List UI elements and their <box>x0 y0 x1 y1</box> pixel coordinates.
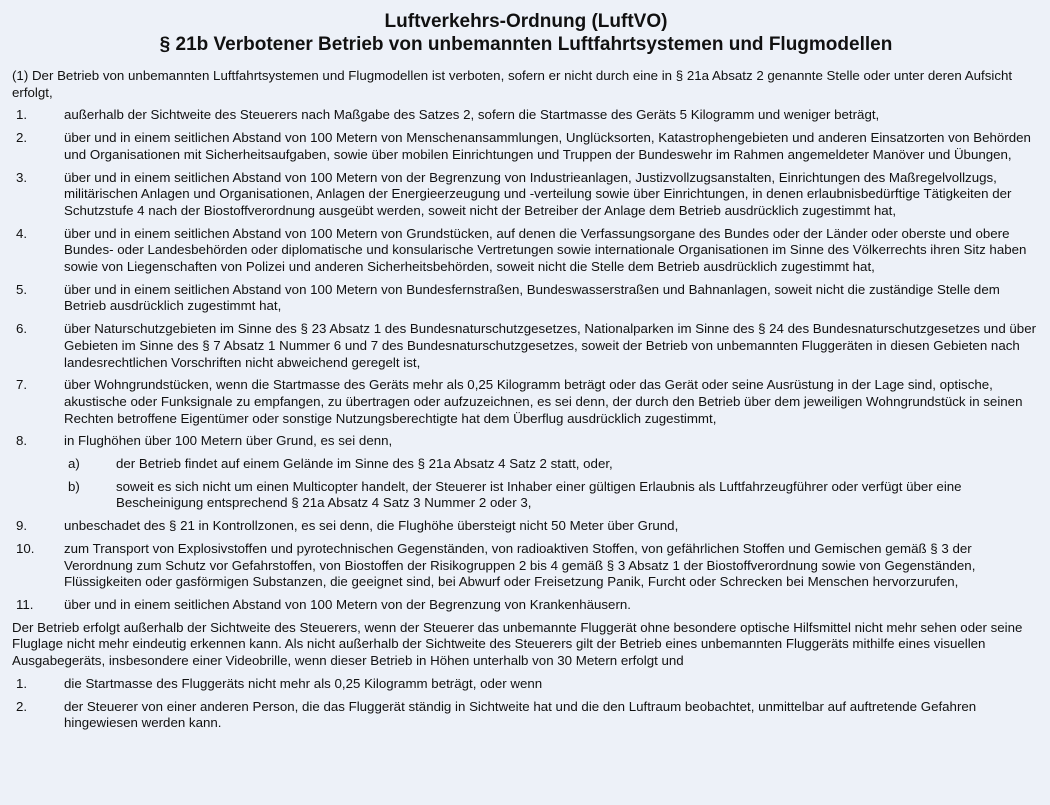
section-title: § 21b Verbotener Betrieb von unbemannten Luftfahrtsystemen und Flugmodellen <box>159 34 893 55</box>
list-item-number: 6. <box>16 321 28 337</box>
list-item-text: über und in einem seitlichen Abstand von 100 Metern von der Begrenzung von Krankenhäusern. <box>64 596 631 612</box>
sub-list-item-letter: a) <box>68 456 80 472</box>
list-item-text: über und in einem seitlichen Abstand von 100 Metern von Menschenansammlungen, Unglücksorten, Katastrophengebieten und anderen Einsatzorten von Behörden und Organisationen mit Sicherheitsaufgaben, sowie über mobilen Einrichtungen und Truppen der Bundeswehr im Rahmen angemeldeter Manöver und Übungen, <box>64 130 1031 162</box>
list-item-number: 9. <box>16 518 28 534</box>
sub-list-item-text: der Betrieb findet auf einem Gelände im Sinne des § 21a Absatz 4 Satz 2 statt, oder, <box>116 456 613 472</box>
list-item-text: der Steuerer von einer anderen Person, die das Fluggerät ständig in Sichtweite hat und die den Luftraum beobachtet, unmittelbar auf auftretende Gefahren hingewiesen werden kann. <box>64 698 977 731</box>
list-item-number: 7. <box>16 377 28 393</box>
list-item-number: 11. <box>16 596 34 612</box>
line-of-sight-paragraph: Der Betrieb erfolgt außerhalb der Sichtweite des Steuerers, wenn der Steuerer das unbemannte Fluggerät ohne besondere optische Hilfsmittel nicht mehr sehen oder seine Fluglage nicht mehr eindeutig erkennen kann. Als nicht außerhalb der Sichtweite des Steuerers gilt der Betrieb eines unbemannten Fluggeräts mithilfe eines visuellen Ausgabegeräts, insbesondere einer Videobrille, wenn dieser Betrieb in Höhen unterhalb von 30 Metern erfolgt und <box>12 619 1023 669</box>
intro-paragraph: (1) Der Betrieb von unbemannten Luftfahrtsystemen und Flugmodellen ist verboten, sofern er nicht durch eine in § 21a Absatz 2 genannte Stelle oder unter deren Aufsicht erfolgt, <box>12 68 1013 100</box>
list-item <box>12 699 1040 732</box>
list-item <box>12 676 1040 693</box>
list-item <box>12 107 1040 124</box>
list-item-text: über Wohngrundstücken, wenn die Startmasse des Geräts mehr als 0,25 Kilogramm beträgt oder das Gerät oder seine Ausrüstung in der Lage sind, optische, akustische oder Funksignale zu empfangen, zu übertragen oder aufzuzeichnen, es sei denn, der durch den Betrieb über dem jeweiligen Wohngrundstück in seinen Rechten betroffene Eigentümer oder sonstige Nutzungsberechtigte hat dem Überflug ausdrücklich zugestimmt, <box>64 377 1023 426</box>
list-item-number: 1. <box>16 675 28 691</box>
sub-list-item-letter: b) <box>68 478 80 494</box>
list-item-number: 3. <box>16 169 28 185</box>
list-item-number: 2. <box>16 130 28 146</box>
numbered-list <box>12 107 1040 613</box>
sub-list-item <box>12 456 1040 473</box>
list-item <box>12 433 1040 450</box>
document-heading <box>12 10 1040 56</box>
list-item-text: über und in einem seitlichen Abstand von 100 Metern von der Begrenzung von Industrieanlagen, Justizvollzugsanstalten, Einrichtungen des Maßregelvollzugs, militärischen Anlagen und Organisationen, Anlagen der Energieerzeugung und -verteilung sowie über Einrichtungen, in denen erlaubnisbedürftige Tätigkeiten der Schutzstufe 4 nach der Biostoffverordnung ausgeübt werden, soweit nicht der Betreiber der Anlage dem Betrieb ausdrücklich zugestimmt hat, <box>64 169 1012 218</box>
list-item <box>12 541 1040 591</box>
list-item-number: 10. <box>16 540 35 556</box>
list-item-text: zum Transport von Explosivstoffen und pyrotechnischen Gegenständen, von radioaktiven Stoffen, von gefährlichen Stoffen und Gemischen gemäß § 3 der Verordnung zum Schutz vor Gefahrstoffen, von Biostoffen der Risikogruppen 2 bis 4 gemäß § 3 Absatz 1 der Biostoffverordnung sowie von Gegenständen, Flüssigkeiten oder gasförmigen Substanzen, die geeignet sind, bei Abwurf oder Freisetzung Panik, Furcht oder Schrecken bei Menschen hervorzurufen, <box>64 540 976 590</box>
list-item <box>12 226 1040 276</box>
list-item <box>12 282 1040 315</box>
list-item <box>12 130 1040 163</box>
list-item-number: 2. <box>16 698 28 714</box>
list-item <box>12 170 1040 220</box>
second-numbered-list <box>12 676 1040 732</box>
sub-list-item-text: soweit es sich nicht um einen Multicopter handelt, der Steuerer ist Inhaber einer gültigen Erlaubnis als Luftfahrzeugführer oder verfügt über eine Bescheinigung entsprechend § 21a Absatz 4 Satz 3 Nummer 2 oder 3, <box>116 478 962 511</box>
list-item-number: 5. <box>16 281 28 297</box>
list-item-text: außerhalb der Sichtweite des Steuerers nach Maßgabe des Satzes 2, sofern die Startmasse des Geräts 5 Kilogramm und weniger beträgt, <box>64 107 880 123</box>
list-item-text: die Startmasse des Fluggeräts nicht mehr als 0,25 Kilogramm beträgt, oder wenn <box>64 675 543 691</box>
list-item <box>12 321 1040 371</box>
list-item-number: 1. <box>16 107 28 123</box>
list-item-number: 8. <box>16 433 28 449</box>
list-item-text: unbeschadet des § 21 in Kontrollzonen, es sei denn, die Flughöhe übersteigt nicht 50 Meter über Grund, <box>64 518 679 534</box>
sub-list-item <box>12 479 1040 512</box>
list-item-text: in Flughöhen über 100 Metern über Grund, es sei denn, <box>64 433 393 449</box>
document-title: Luftverkehrs-Ordnung (LuftVO) <box>384 11 668 32</box>
list-item-text: über Naturschutzgebieten im Sinne des § 23 Absatz 1 des Bundesnaturschutzgesetzes, Nationalparken im Sinne des § 24 des Bundesnaturschutzgesetzes und über Gebieten im Sinne des § 7 Absatz 1 Nummer 6 und 7 des Bundesnaturschutzgesetzes, soweit der Betrieb von unbemannten Fluggeräten in diesen Gebieten nach landesrechtlichen Vorschriften nicht abweichend geregelt ist, <box>64 321 1037 370</box>
list-item-number: 4. <box>16 225 28 241</box>
list-item-text: über und in einem seitlichen Abstand von 100 Metern von Grundstücken, auf denen die Verfassungsorgane des Bundes oder der Länder oder oberste und obere Bundes- oder Landesbehörden oder diplomatische und konsularische Vertretungen sowie internationale Organisationen im Sinne des Völkerrechts ihren Sitz haben sowie von Liegenschaften von Polizei und anderen Sicherheitsbehörden, soweit nicht die Stelle dem Betrieb ausdrücklich zugestimmt hat, <box>64 225 1027 275</box>
list-item <box>12 518 1040 535</box>
list-item <box>12 377 1040 427</box>
list-item-text: über und in einem seitlichen Abstand von 100 Metern von Bundesfernstraßen, Bundeswasserstraßen und Bahnanlagen, soweit nicht die zuständige Stelle dem Betrieb ausdrücklich zugestimmt hat, <box>64 281 1000 314</box>
list-item <box>12 597 1040 614</box>
